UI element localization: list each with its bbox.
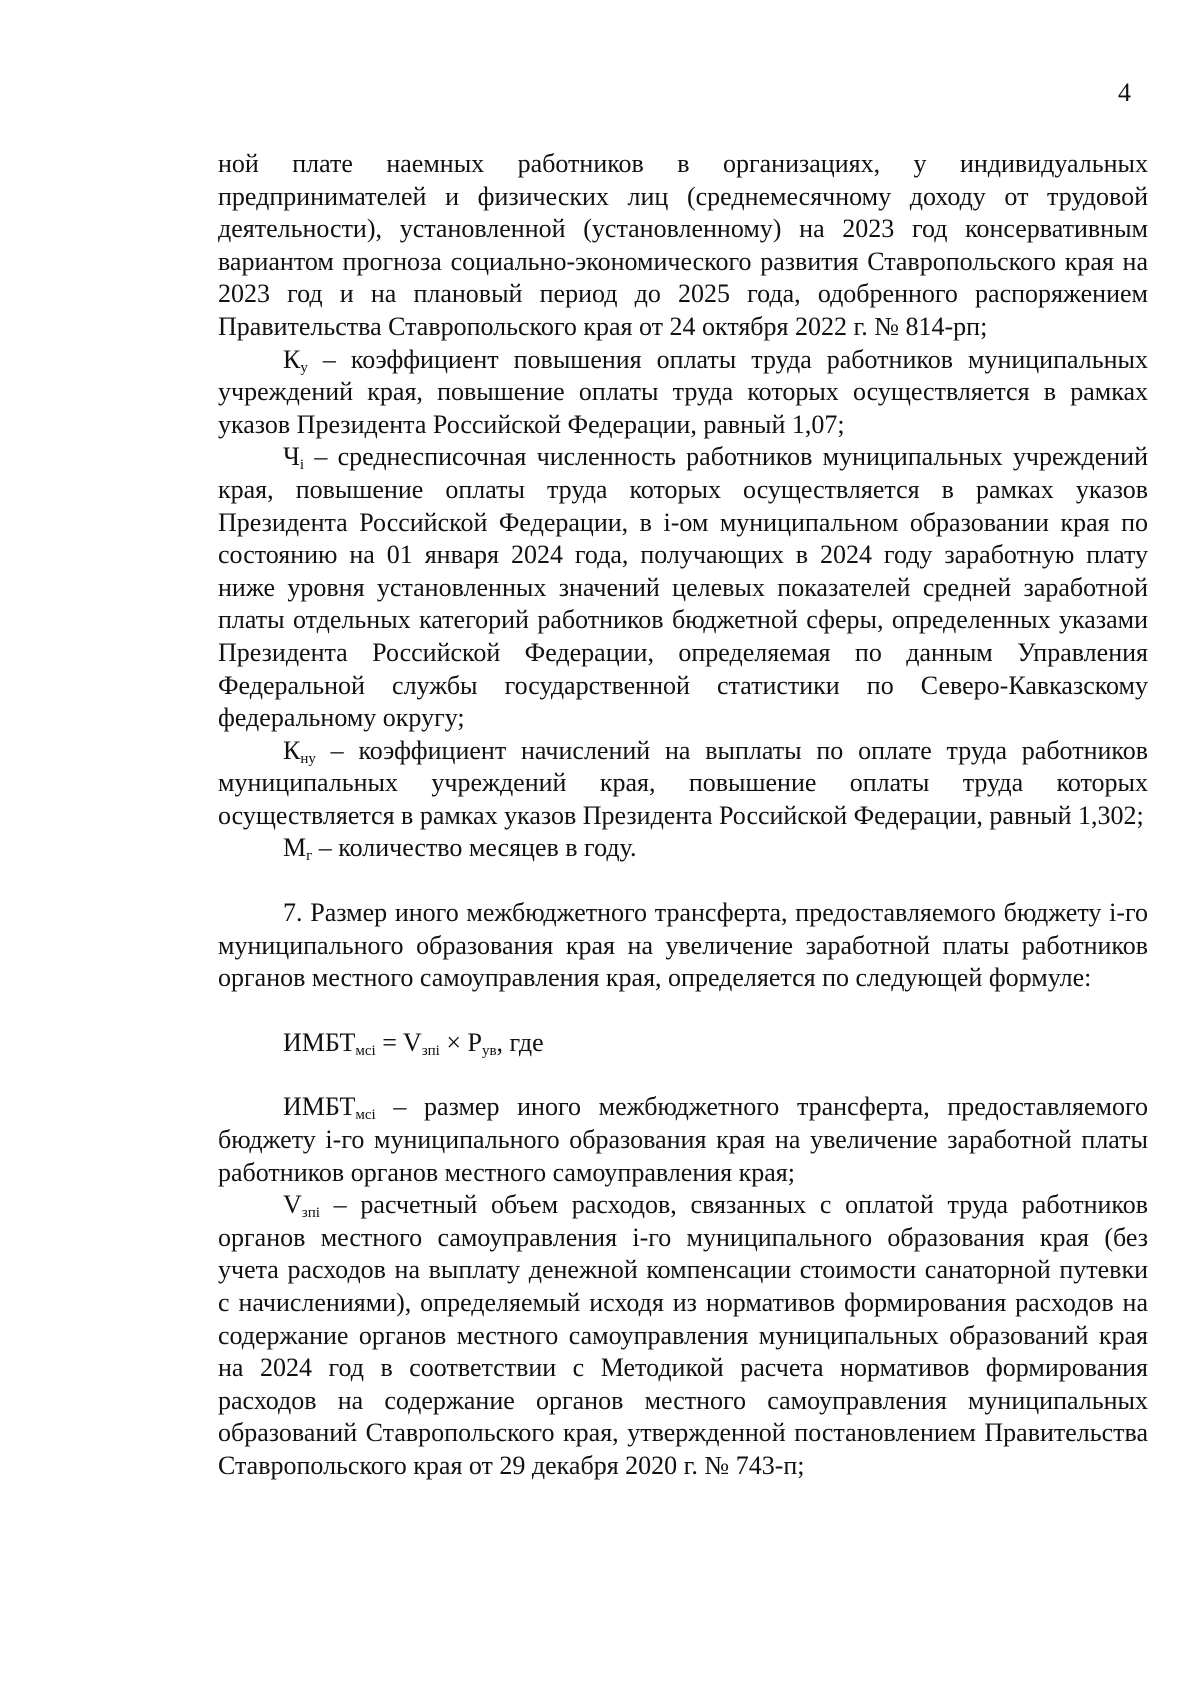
formula-p-subscript: ув bbox=[481, 1042, 497, 1059]
symbol-chi-subscript: i bbox=[299, 457, 305, 474]
definition-ky-text: – коэффициент повышения оплаты труда работников муниципальных учреждений края, повышение оплаты труда которых осуществляется в рамках указов Президента Российской Федерации, равный 1,07; bbox=[218, 344, 1148, 439]
formula-equals: = bbox=[375, 1027, 403, 1057]
paragraph-item-7: 7. Размер иного межбюджетного трансферта, предоставляемого бюджету i-го муниципального образования края на увеличение заработной платы работников органов местного самоуправления края, определяется по следующей формуле: bbox=[218, 898, 1148, 993]
definition-imbt-text: – размер иного межбюджетного трансферта, предоставляемого бюджету i-го муниципального образования края на увеличение заработной платы работников органов местного самоуправления края; bbox=[218, 1092, 1148, 1187]
definition-kny-text: – коэффициент начислений на выплаты по оплате труда работников муниципальных учреждений края, повышение оплаты труда которых осуществляется в рамках указов Президента Российской Федерации, равный 1,302; bbox=[218, 735, 1148, 830]
formula-v: V bbox=[402, 1027, 422, 1057]
definition-mg bbox=[218, 832, 1148, 865]
symbol-mg: М bbox=[283, 833, 307, 863]
formula-v-subscript: зпi bbox=[421, 1042, 440, 1059]
symbol-vzp: V bbox=[283, 1190, 302, 1220]
symbol-vzp-subscript: зпi bbox=[301, 1205, 320, 1222]
symbol-ky: К bbox=[283, 344, 301, 374]
formula-lhs-subscript: мсi bbox=[355, 1042, 376, 1059]
symbol-imbt: ИМБТ bbox=[283, 1092, 356, 1122]
formula bbox=[218, 1027, 1148, 1060]
definition-vzp-text: – расчетный объем расходов, связанных с оплатой труда работников органов местного самоуправления i-го муниципального образования края (без учета расходов на выплату денежной компенсации стоимости санаторной путевки с начислениями), определяемый исходя из нормативов формирования расходов на содержание органов местного самоуправления муниципальных образований края на 2024 год в соответствии с Методикой расчета нормативов формирования расходов на содержание органов местного самоуправления муниципальных образований Ставропольского края, утвержденной постановлением Правительства Ставропольского края от 29 декабря 2020 г. № 743-п; bbox=[218, 1190, 1148, 1480]
definition-kny bbox=[218, 735, 1148, 833]
page-number: 4 bbox=[1118, 78, 1131, 107]
symbol-kny-subscript: ну bbox=[300, 750, 316, 767]
symbol-kny: К bbox=[283, 735, 301, 765]
definition-chi bbox=[218, 441, 1148, 734]
symbol-chi: Ч bbox=[283, 442, 300, 472]
formula-lhs: ИМБТ bbox=[283, 1027, 356, 1057]
formula-tail: , где bbox=[496, 1027, 544, 1057]
definition-mg-text: – количество месяцев в году. bbox=[312, 833, 637, 863]
paragraph-continuation: ной плате наемных работников в организациях, у индивидуальных предпринимателей и физических лиц (среднемесячному доходу от трудовой деятельности), установленной (установленному) на 2023 год консервативным вариантом прогноза социально-экономического развития Ставропольского края на 2023 год и на плановый период до 2025 года, одобренного распоряжением Правительства Ставропольского края от 24 октября 2022 г. № 814-рп; bbox=[218, 149, 1148, 341]
definition-imbt bbox=[218, 1091, 1148, 1189]
formula-times: × bbox=[439, 1027, 468, 1057]
definition-ky bbox=[218, 344, 1148, 442]
symbol-imbt-subscript: мсi bbox=[355, 1107, 376, 1124]
formula-p: Р bbox=[467, 1027, 482, 1057]
definition-vzp bbox=[218, 1189, 1148, 1482]
document-body bbox=[218, 148, 1148, 1483]
symbol-mg-subscript: г bbox=[306, 848, 313, 865]
symbol-ky-subscript: у bbox=[300, 359, 308, 376]
definition-chi-text: – среднесписочная численность работников муниципальных учреждений края, повышение оплаты труда которых осуществляется в рамках указов Президента Российской Федерации, в i-ом муниципальном образовании края по состоянию на 01 января 2024 года, получающих в 2024 году заработную плату ниже уровня установленных значений целевых показателей средней заработной платы отдельных категорий работников бюджетной сферы, определенных указами Президента Российской Федерации, определяемая по данным Управления Федеральной службы государственной статистики по Северо-Кавказскому федеральному округу; bbox=[218, 442, 1148, 733]
